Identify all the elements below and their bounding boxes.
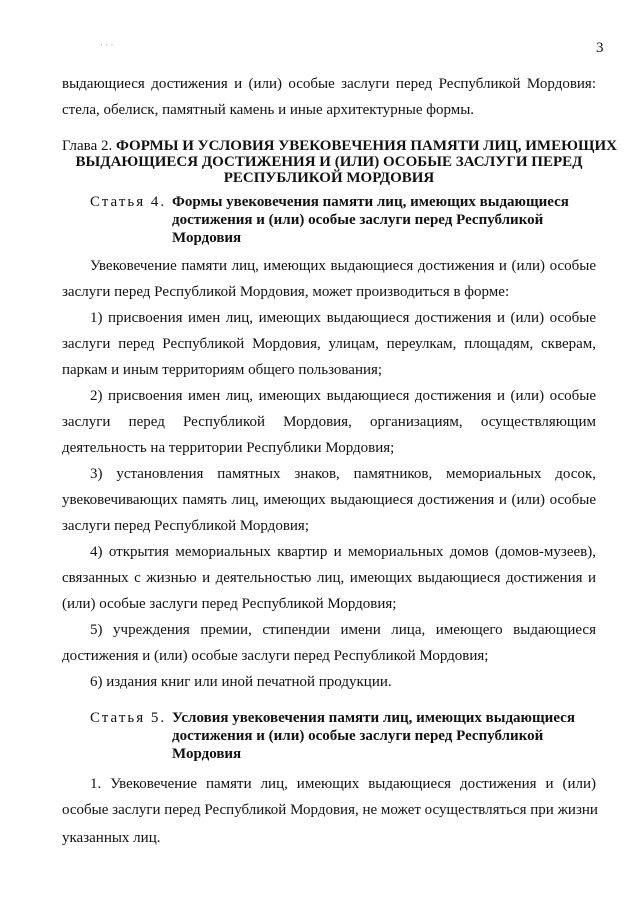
- intro-line: выдающиеся достижения и (или) особые заслуги перед Республикой Мордовия:: [62, 76, 596, 92]
- article-title: достижения и (или) особые заслуги перед Республикой: [172, 728, 544, 744]
- article-title: Формы увековечения памяти лиц, имеющих выдающиеся: [172, 194, 569, 210]
- chapter-title: РЕСПУБЛИКОЙ МОРДОВИЯ: [223, 170, 435, 186]
- paragraph-line: 5) учреждения премии, стипендии имени лица, имеющего выдающиеся: [90, 622, 596, 638]
- paragraph-line: деятельность на территории Республики Мордовия;: [62, 440, 395, 456]
- paragraph-line: 6) издания книг или иной печатной продукции.: [90, 674, 392, 690]
- paragraph-line: 4) открытия мемориальных квартир и мемориальных домов (домов-музеев),: [90, 544, 596, 560]
- paragraph-line: указанных лиц.: [62, 830, 161, 846]
- paragraph-line: связанных с жизнью и деятельностью лиц, имеющих выдающиеся достижения и: [62, 570, 596, 586]
- scan-speck: · · ·: [100, 40, 114, 50]
- paragraph-line: заслуги перед Республикой Мордовия, может производиться в форме:: [62, 284, 510, 300]
- article-label: Статья 5.: [90, 710, 167, 726]
- article-title: Мордовия: [172, 746, 242, 762]
- paragraph-line: 3) установления памятных знаков, памятников, мемориальных досок,: [90, 466, 596, 482]
- article-title: Мордовия: [172, 230, 242, 246]
- article-title: Условия увековечения памяти лиц, имеющих выдающиеся: [172, 710, 575, 726]
- intro-line: стела, обелиск, памятный камень и иные архитектурные формы.: [62, 102, 475, 118]
- paragraph-line: особые заслуги перед Республикой Мордовия, не может осуществляться при жизни: [62, 802, 598, 818]
- paragraph-line: достижения и (или) особые заслуги перед Республикой Мордовия;: [62, 648, 489, 664]
- paragraph-line: 1. Увековечение памяти лиц, имеющих выдающиеся достижения и (или): [90, 776, 596, 792]
- paragraph-line: заслуги перед Республикой Мордовия, организациям, осуществляющим: [62, 414, 596, 430]
- paragraph-line: паркам и иным территориям общего пользования;: [62, 362, 383, 378]
- paragraph-line: 2) присвоения имен лиц, имеющих выдающиеся достижения и (или) особые: [90, 388, 596, 404]
- paragraph-line: 1) присвоения имен лиц, имеющих выдающиеся достижения и (или) особые: [90, 310, 596, 326]
- paragraph-line: Увековечение памяти лиц, имеющих выдающиеся достижения и (или) особые: [90, 258, 596, 274]
- paragraph-line: заслуги перед Республикой Мордовия, улицам, переулкам, площадям, скверам,: [62, 336, 596, 352]
- paragraph-line: увековечивающих память лиц, имеющих выдающиеся достижения и (или) особые: [62, 492, 596, 508]
- chapter-title: ФОРМЫ И УСЛОВИЯ УВЕКОВЕЧЕНИЯ ПАМЯТИ ЛИЦ, ИМЕЮЩИХ: [115, 138, 617, 154]
- article-label: Статья 4.: [90, 194, 167, 210]
- chapter-title: ВЫДАЮЩИЕСЯ ДОСТИЖЕНИЯ И (ИЛИ) ОСОБЫЕ ЗАСЛУГИ ПЕРЕД: [75, 154, 583, 170]
- chapter-prefix: Глава 2.: [62, 138, 113, 154]
- paragraph-line: заслуги перед Республикой Мордовия;: [62, 518, 309, 534]
- article-title: достижения и (или) особые заслуги перед Республикой: [172, 212, 544, 228]
- paragraph-line: (или) особые заслуги перед Республикой Мордовия;: [62, 596, 397, 612]
- page-number: 3: [596, 40, 604, 56]
